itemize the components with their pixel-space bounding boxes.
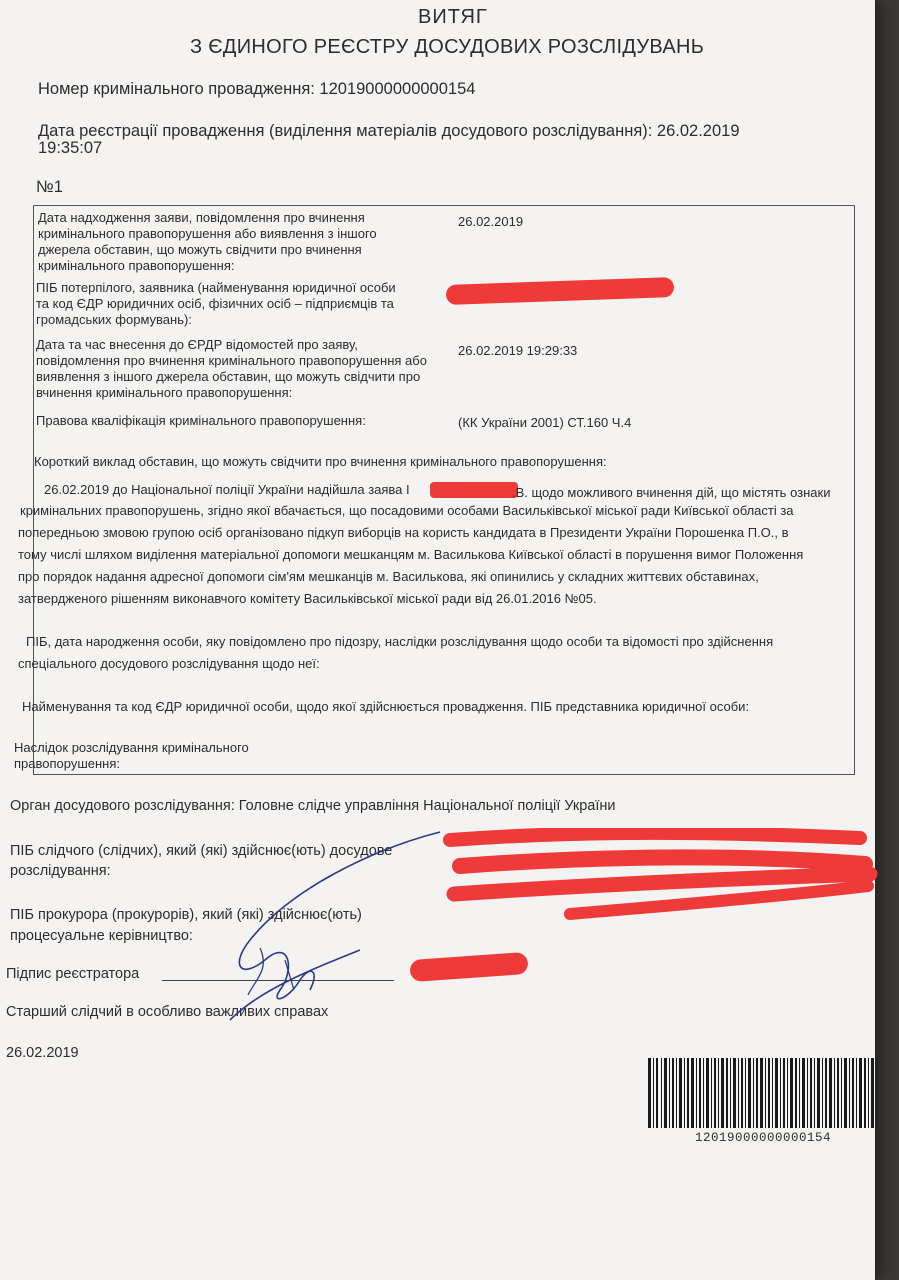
outcome-label-2: правопорушення:: [14, 756, 121, 771]
summary-line-1a: 26.02.2019 до Національної поліції України надійшла заява І: [44, 482, 410, 497]
summary-line-3: попередньою змовою групою осіб організовано підкуп виборців на користь кандидата в Президенти України Порошенка П.О., в: [18, 525, 789, 540]
receipt-label-4: кримінального правопорушення:: [38, 258, 235, 273]
document-title: ВИТЯГ: [418, 6, 488, 28]
suspect-label-2: спеціального досудового розслідування щодо неї:: [18, 656, 320, 671]
summary-line-2: кримінальних правопорушень, згідно якої вбачається, що посадовими особами Васильківської міської ради Київської області за: [20, 503, 794, 518]
summary-line-4: тому числі шляхом виділення матеріальної допомоги мешканцям м. Василькова Київської області в порушення вимог Положення: [18, 547, 804, 562]
suspect-label-1: ПІБ, дата народження особи, яку повідомлено про підозру, наслідки розслідування щодо особи та відомості про здійснення: [26, 634, 774, 649]
outcome-label-1: Наслідок розслідування кримінального: [14, 740, 249, 755]
registrar-label: Підпис реєстратора: [6, 966, 140, 982]
victim-label-1: ПІБ потерпілого, заявника (найменування юридичної особи: [36, 280, 396, 295]
signature-mark: [170, 820, 470, 1030]
entry-label-1: Дата та час внесення до ЄРДР відомостей про заяву,: [36, 337, 358, 352]
entry-label-3: виявлення з іншого джерела обставин, що можуть свідчити про: [36, 369, 421, 384]
entry-label-4: вчинення кримінального правопорушення:: [36, 385, 293, 400]
prosecutor-label-2: процесуальне керівництво:: [10, 928, 193, 944]
record-number: №1: [36, 178, 63, 196]
qualification-label: Правова кваліфікація кримінального правопорушення:: [36, 413, 366, 428]
legal-entity-label: Найменування та код ЄДР юридичної особи, щодо якої здійснюється провадження. ПІБ представника юридичної особи:: [22, 699, 750, 714]
barcode-number: 12019000000000154: [695, 1131, 832, 1145]
registration-date: Дата реєстрації провадження (виділення матеріалів досудового розслідування): 26.02.2019: [38, 122, 740, 140]
investigators-label-2: розслідування:: [10, 863, 111, 879]
barcode: [648, 1058, 880, 1134]
receipt-value: 26.02.2019: [458, 214, 524, 229]
investigators-label-1: ПІБ слідчого (слідчих), який (які) здійснює(ють) досудове: [10, 843, 393, 859]
applicant-redaction: [430, 482, 518, 498]
registration-time: 19:35:07: [38, 139, 103, 157]
prosecutor-label-1: ПІБ прокурора (прокурорів), який (які) здійснює(ють): [10, 907, 362, 923]
case-number: Номер кримінального провадження: 12019000000000154: [38, 80, 476, 98]
receipt-label-2: кримінального правопорушення або виявлення з іншого: [38, 226, 377, 241]
receipt-label-3: джерела обставин, що можуть свідчити про вчинення: [38, 242, 362, 257]
summary-label: Короткий виклад обставин, що можуть свідчити про вчинення кримінального правопорушення:: [34, 454, 607, 469]
victim-label-3: громадських формувань):: [36, 312, 192, 327]
document-date: 26.02.2019: [6, 1045, 79, 1061]
qualification-value: (КК України 2001) СТ.160 Ч.4: [458, 415, 632, 430]
investigation-authority: Орган досудового розслідування: Головне слідче управління Національної поліції України: [10, 798, 616, 814]
registrar-position: Старший слідчий в особливо важливих справах: [6, 1004, 329, 1020]
summary-line-5: про порядок надання адресної допомоги сім'ям мешканців м. Василькова, які опинились у складних життєвих обставинах,: [18, 569, 759, 584]
victim-label-2: та код ЄДР юридичних осіб, фізичних осіб – підприємців та: [36, 296, 394, 311]
summary-line-6: затвердженого рішенням виконавчого комітету Васильківської міської ради від 26.01.2016 №05.: [18, 591, 597, 606]
entry-value: 26.02.2019 19:29:33: [458, 343, 578, 358]
investigators-redaction: [440, 828, 880, 920]
entry-label-2: повідомлення про вчинення кримінального правопорушення або: [36, 353, 427, 368]
receipt-label-1: Дата надходження заяви, повідомлення про вчинення: [38, 210, 365, 225]
document-subtitle: З ЄДИНОГО РЕЄСТРУ ДОСУДОВИХ РОЗСЛІДУВАНЬ: [190, 36, 705, 58]
summary-line-1b: .В. щодо можливого вчинення дій, що містять ознаки: [512, 485, 831, 500]
